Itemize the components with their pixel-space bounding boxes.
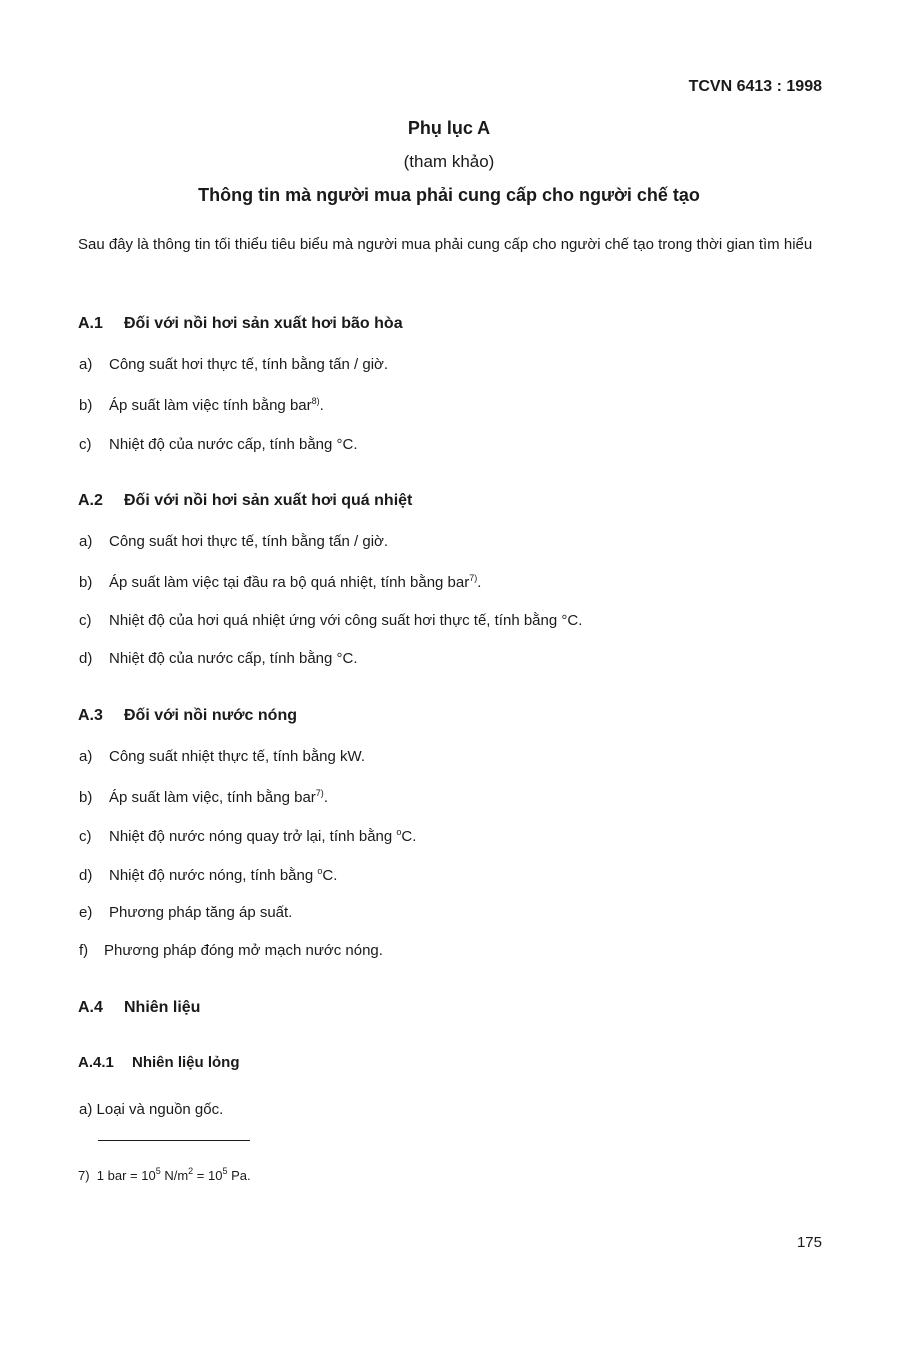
section-number: A.1 (78, 315, 103, 332)
item-text: Áp suất làm việc tại đầu ra bộ quá nhiệt, tính bằng bar (109, 574, 470, 591)
list-item (79, 356, 388, 373)
intro-paragraph: Sau đây là thông tin tối thiểu tiêu biểu mà người mua phải cung cấp cho người chế tạo trong thời gian tìm hiểu (78, 236, 813, 253)
degree-sign: o (396, 827, 402, 837)
exponent: 5 (155, 1166, 161, 1176)
item-text: Nhiệt độ của nước cấp, tính bằng °C. (109, 650, 358, 667)
list-item (79, 788, 328, 806)
list-item (79, 866, 337, 884)
list-item (79, 533, 388, 550)
section-title: Đối với nồi hơi sản xuất hơi bão hòa (124, 315, 403, 332)
item-text: Công suất hơi thực tế, tính bằng tấn / giờ. (109, 356, 389, 373)
appendix-reference: (tham khảo) (403, 152, 495, 171)
item-text: Nhiệt độ nước nóng, tính bằng (109, 867, 318, 884)
item-marker: d) (79, 650, 93, 667)
item-text-end: . (319, 397, 324, 414)
footnote-text: 1 bar = 10 (96, 1168, 156, 1183)
section-a1-heading (78, 315, 403, 333)
appendix-title: Thông tin mà người mua phải cung cấp cho người chế tạo (198, 185, 700, 205)
section-number: A.2 (78, 492, 103, 509)
item-text: Phương pháp tăng áp suất. (109, 904, 293, 921)
list-item (79, 436, 358, 453)
item-text: Nhiệt độ của nước cấp, tính bằng °C. (109, 436, 358, 453)
section-title: Nhiên liệu (124, 999, 201, 1016)
item-text: Nhiệt độ của hơi quá nhiệt ứng với công suất hơi thực tế, tính bằng °C. (109, 612, 583, 629)
footnote-text: Pa. (227, 1168, 251, 1183)
list-item (79, 827, 416, 845)
item-text-end: C. (322, 867, 338, 884)
list-item (79, 748, 365, 765)
list-item: a) Loại và nguồn gốc. (79, 1101, 224, 1118)
item-marker: b) (79, 574, 93, 591)
item-marker: e) (79, 904, 93, 921)
item-marker: a) (79, 356, 93, 373)
exponent: 2 (188, 1166, 194, 1176)
appendix-label: Phụ lục A (407, 118, 491, 138)
subsection-title: Nhiên liệu lỏng (132, 1054, 240, 1071)
item-marker: d) (79, 867, 93, 884)
item-text: Công suất hơi thực tế, tính bằng tấn / giờ. (109, 533, 389, 550)
degree-sign: o (317, 866, 323, 876)
item-marker: a) (79, 533, 93, 550)
footnote-ref: 7) (315, 788, 324, 798)
footnote (78, 1166, 251, 1183)
item-marker: a) (79, 748, 93, 765)
footnote-number: 7) (78, 1168, 90, 1183)
footnote-text: N/m (160, 1168, 189, 1183)
item-text-end: . (323, 789, 328, 806)
item-marker: c) (79, 612, 92, 629)
item-marker: c) (79, 828, 92, 845)
section-title: Đối với nồi nước nóng (124, 707, 297, 724)
item-marker: b) (79, 789, 93, 806)
list-item (79, 942, 383, 959)
item-marker: c) (79, 436, 92, 453)
footnote-ref: 7) (469, 573, 478, 583)
page-number: 175 (796, 1234, 822, 1251)
item-text: Áp suất làm việc tính bằng bar (109, 397, 312, 414)
item-text: Nhiệt độ nước nóng quay trở lại, tính bằng (109, 828, 397, 845)
section-number: A.4 (78, 999, 103, 1016)
list-item (79, 396, 324, 414)
exponent: 5 (222, 1166, 228, 1176)
subsection-number: A.4.1 (78, 1054, 114, 1071)
section-number: A.3 (78, 707, 103, 724)
section-a2-heading (78, 492, 412, 510)
item-text-end: C. (401, 828, 417, 845)
item-text: Phương pháp đóng mở mạch nước nóng. (104, 942, 383, 959)
footnote-text: = 10 (193, 1168, 223, 1183)
item-marker: b) (79, 397, 93, 414)
section-title: Đối với nồi hơi sản xuất hơi quá nhiệt (124, 492, 413, 509)
list-item (79, 904, 292, 921)
section-a4-heading (78, 999, 200, 1017)
list-item (79, 573, 481, 591)
section-a3-heading (78, 707, 297, 725)
item-marker: f) (79, 942, 89, 959)
footnote-divider (98, 1140, 250, 1141)
subsection-a41-heading (78, 1054, 240, 1071)
list-item (79, 612, 582, 629)
item-text: Áp suất làm việc, tính bằng bar (109, 789, 316, 806)
list-item (79, 650, 358, 667)
standard-code: TCVN 6413 : 1998 (688, 78, 822, 95)
item-text: Công suất nhiệt thực tế, tính bằng kW. (109, 748, 366, 765)
footnote-ref: 8) (311, 396, 320, 406)
item-text-end: . (477, 574, 482, 591)
